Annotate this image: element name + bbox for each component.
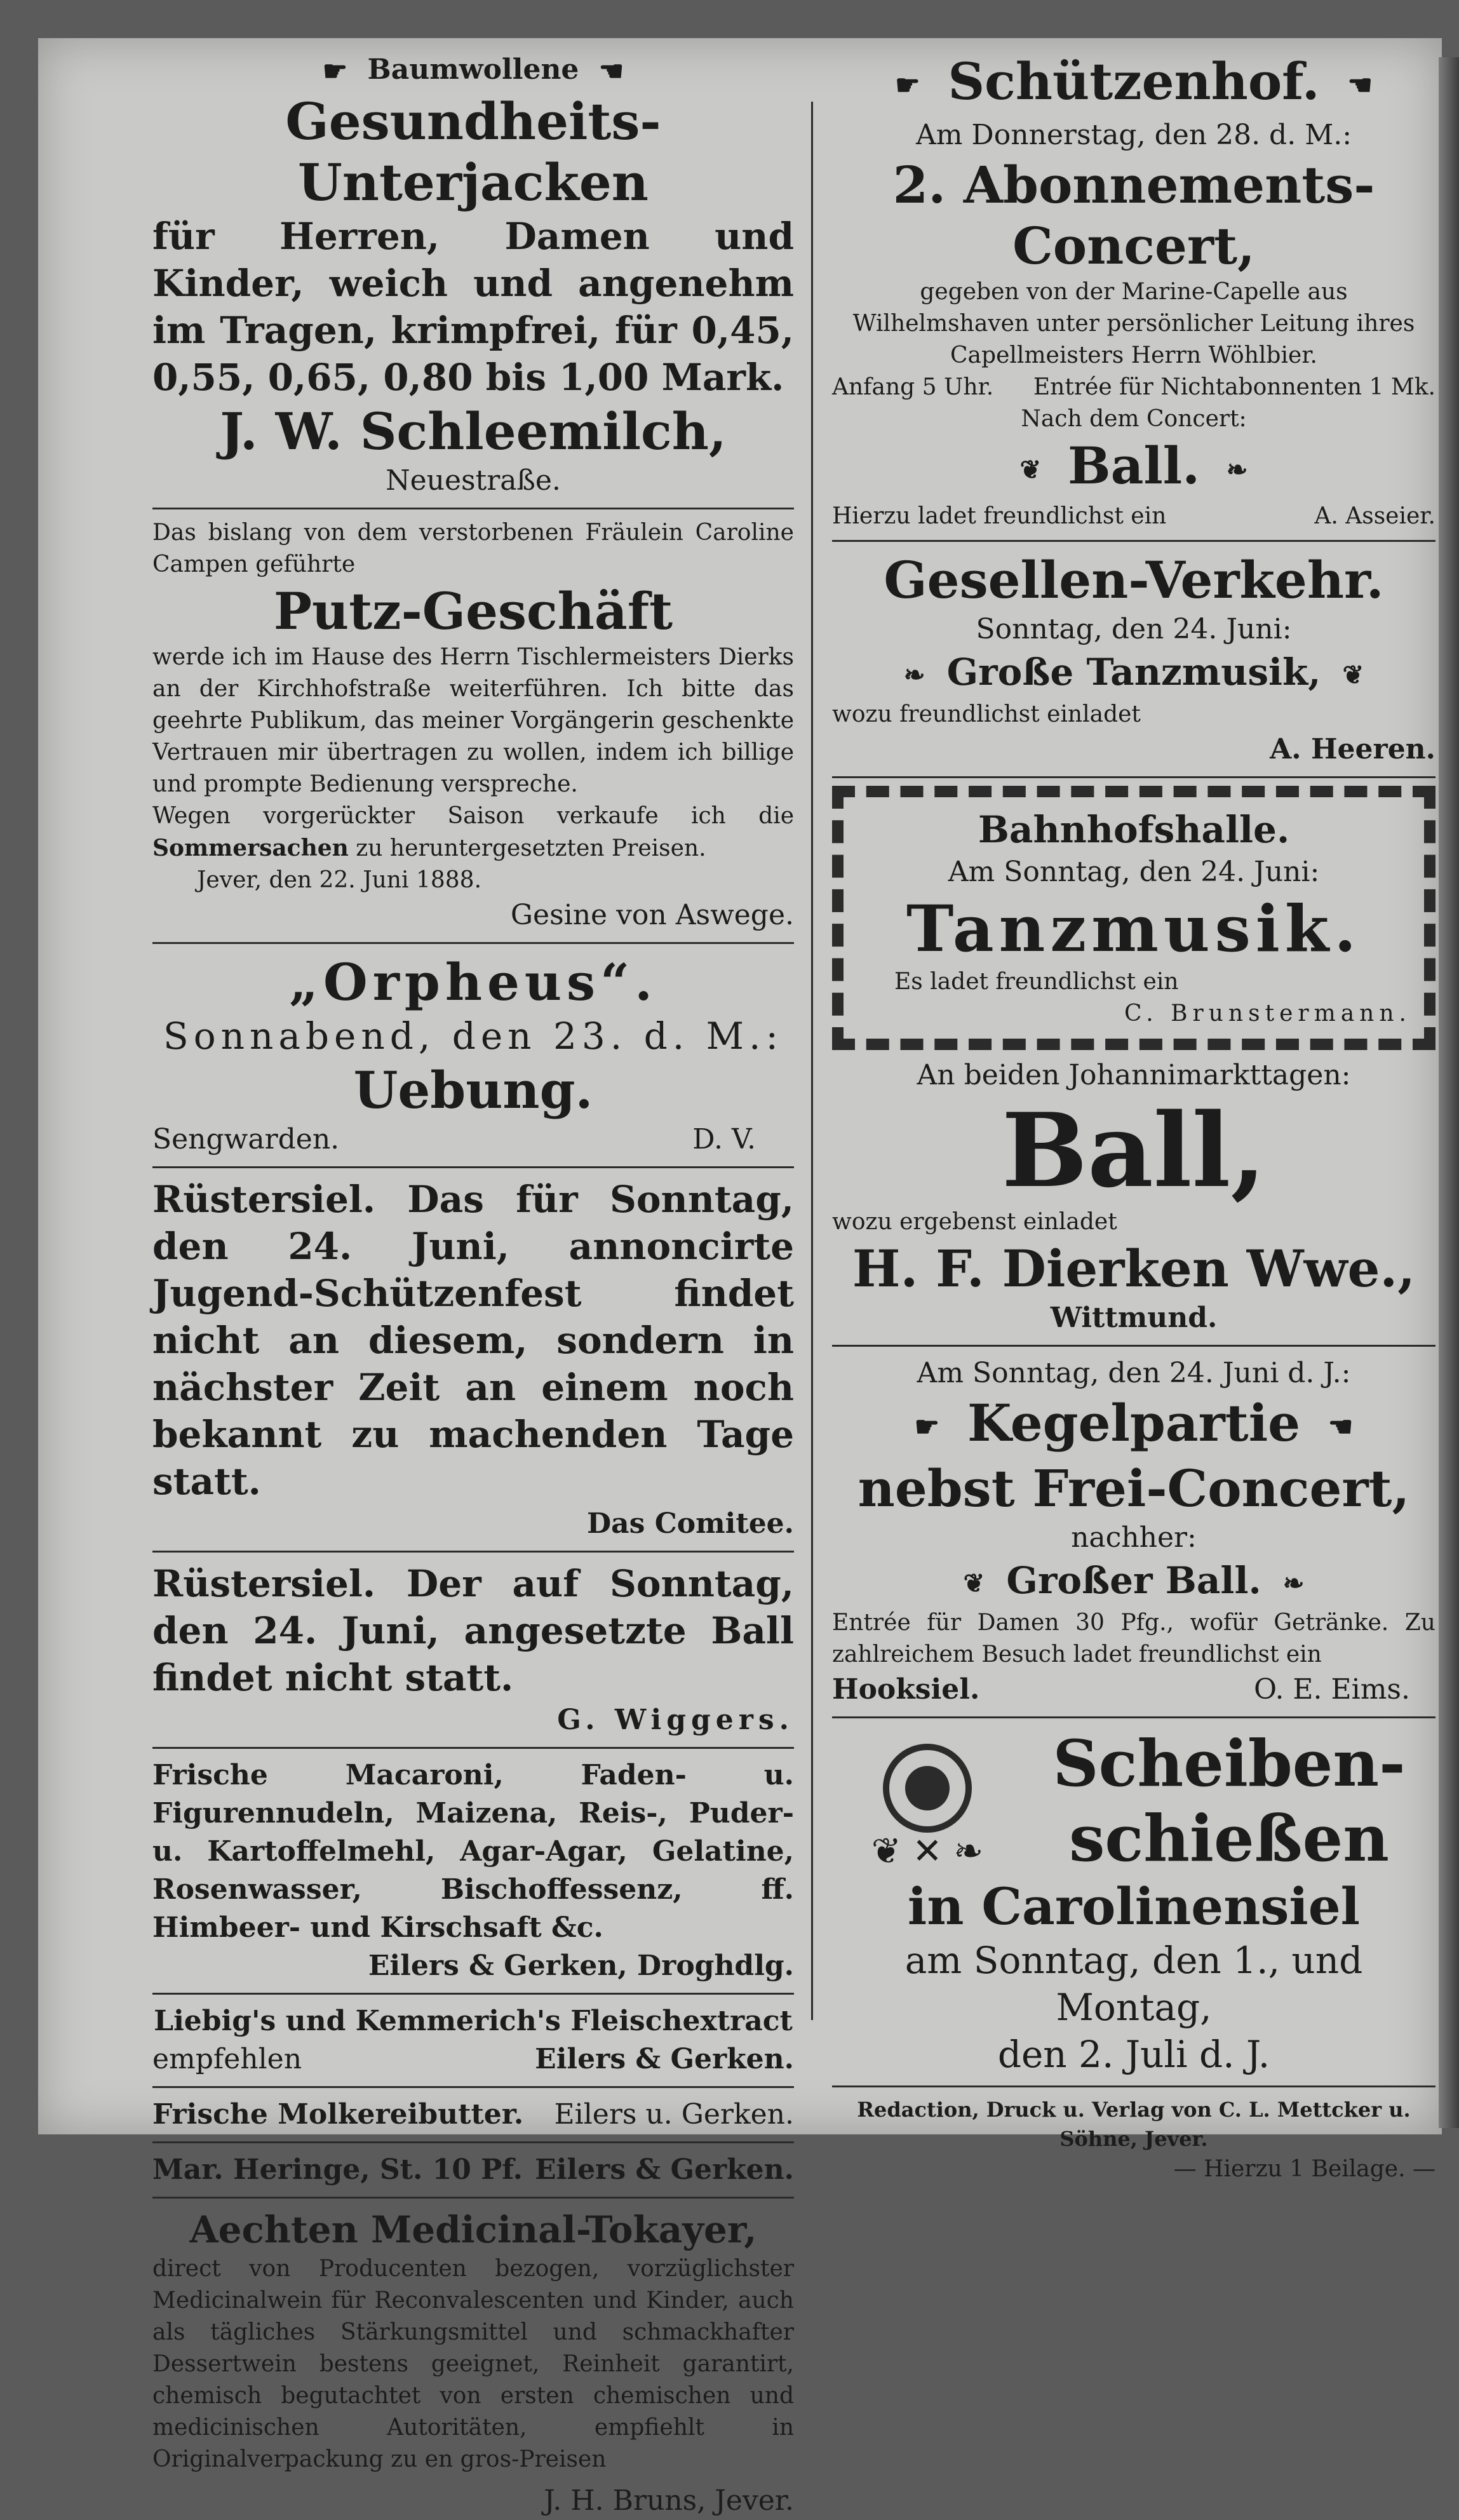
divider	[152, 2086, 794, 2088]
ad-date: An beiden Johannimarkttagen:	[917, 1059, 1351, 1092]
flourish-ornament-icon: ❦	[1019, 455, 1042, 485]
ad-sign: J. H. Bruns, Jever.	[544, 2484, 794, 2517]
divider	[832, 2085, 1435, 2087]
right-column	[832, 51, 1435, 2185]
ad-body: gegeben von der Marine-Capelle aus Wilhelmshaven unter persönlicher Leitung ihres Capellmeisters Herrn Wöhlbier.	[852, 279, 1415, 369]
ad-title-1: Scheiben-	[1052, 1726, 1406, 1802]
ad-sign: Eilers & Gerken, Droghdlg.	[368, 1949, 794, 1982]
ad-intro: Das bislang von dem verstorbenen Fräulein Caroline Campen geführte	[152, 519, 794, 577]
ad-sign: Eilers & Gerken.	[535, 2153, 794, 2186]
ad-signature: Gesine von Aswege.	[510, 898, 794, 931]
ad-invite: wozu freundlichst einladet	[832, 701, 1141, 728]
ad-date: Sonnabend, den 23. d. M.:	[163, 1014, 784, 1058]
divider	[152, 1993, 794, 1995]
ad-merchant-street: Neuestraße.	[386, 464, 561, 497]
divider	[152, 1747, 794, 1749]
ad-body: Liebig's und Kemmerich's Fleischextract	[154, 2004, 793, 2037]
ad-gesellen-verkehr	[832, 549, 1435, 769]
ad-invite: Es ladet freundlichst ein	[894, 969, 1179, 995]
laurel-ornament-icon: ❦	[1342, 660, 1364, 691]
ad-sign: G. Wiggers.	[557, 1703, 794, 1736]
ad-title-2: schießen	[1069, 1801, 1389, 1877]
ad-name: H. F. Dierken Wwe.,	[852, 1239, 1416, 1299]
shooting-target-icon	[883, 1744, 972, 1833]
ad-sign: C. Brunstermann.	[1124, 1001, 1411, 1027]
ad-fleischextract	[152, 2002, 794, 2079]
ad-putz-geschaeft	[152, 517, 794, 934]
ad-scheibenschiessen	[832, 1726, 1435, 2078]
ad-date: Sonntag, den 24. Juni:	[976, 613, 1292, 646]
ad-body-part: Wegen vorgerückter Saison verkaufe ich die	[152, 802, 794, 829]
ad-title: Gesundheits-Unterjacken	[285, 91, 661, 212]
ad-body: Frische Macaroni, Faden- u. Figurennudeln, Maizena, Reis-, Puder- u. Kartoffelmehl, Agar-Agar, Gelatine, Rosenwasser, Bischoffessenz, ff. Himbeer- und Kirschsaft &c.	[152, 1758, 794, 1944]
ad-event: Uebung.	[353, 1060, 593, 1120]
ad-sign: A. Heeren.	[1270, 733, 1435, 766]
ad-body: für Herren, Damen und Kinder, weich und angenehm im Tragen, krimpfrei, für 0,45, 0,55, 0,65, 0,80 bis 1,00 Mark.	[152, 214, 794, 399]
divider	[152, 2141, 794, 2143]
ad-unterjacken	[152, 51, 794, 500]
pointing-hand-right-icon: ☛	[895, 69, 920, 102]
divider	[152, 2197, 794, 2199]
ad-sign: D. V.	[692, 1122, 756, 1156]
divider	[152, 1551, 794, 1553]
pointing-hand-left-icon: ☚	[1328, 1411, 1354, 1444]
ad-left-text: Mar. Heringe, St. 10 Pf.	[152, 2153, 523, 2186]
ad-sign: O. E. Eims.	[1253, 1673, 1410, 1706]
pointing-hand-right-icon: ☛	[322, 55, 348, 88]
ad-bahnhofshalle-frame	[832, 786, 1435, 1050]
divider	[832, 1345, 1435, 1347]
ad-date-1: am Sonntag, den 1., und Montag,	[904, 1939, 1363, 2030]
target-emblem	[832, 1731, 1023, 1871]
ad-sign: A. Asseier.	[1314, 503, 1435, 530]
divider	[152, 1166, 794, 1168]
ad-title: Aechten Medicinal-Tokayer,	[189, 2207, 757, 2251]
ad-title: Schützenhof.	[948, 51, 1320, 111]
ad-sign: Eilers & Gerken.	[535, 2042, 794, 2075]
ad-place: Hooksiel.	[832, 1673, 980, 1706]
ad-date-2: den 2. Juli d. J.	[997, 2033, 1270, 2077]
ad-body: direct von Producenten bezogen, vorzüglichster Medicinalwein für Reconvalescenten und Kinder, auch als tägliches Stärkungsmittel und schmackhafter Dessertwein bestens geeignet, Reinheit garantirt, chemisch begutachtet von ersten chemischen und medicinischen Autoritäten, empfiehlt in Originalverpackung zu en gros-Preisen	[152, 2255, 794, 2472]
ad-entry: Entrée für Nichtabonnenten 1 Mk.	[1033, 374, 1435, 401]
ad-sign: Das Comitee.	[586, 1507, 794, 1540]
ad-event: Große Tanzmusik,	[946, 650, 1321, 694]
ad-event: Tanzmusik.	[906, 891, 1362, 967]
divider	[152, 942, 794, 944]
ad-ball: Großer Ball.	[1006, 1559, 1261, 1603]
ad-place: Wittmund.	[1050, 1302, 1218, 1335]
ad-body-emphasis: Sommersachen	[152, 834, 349, 861]
imprint	[832, 2095, 1435, 2185]
flourish-ornament-icon: ❧	[1282, 1568, 1305, 1599]
ad-heringe	[152, 2151, 794, 2189]
pointing-hand-right-icon: ☛	[914, 1411, 940, 1444]
ad-date: Am Sonntag, den 24. Juni:	[948, 856, 1320, 889]
ad-after: Nach dem Concert:	[1021, 406, 1247, 433]
ad-event: Ball,	[1001, 1091, 1267, 1211]
ad-title: „Orpheus“.	[289, 952, 657, 1012]
ad-merchant-name: J. W. Schleemilch,	[220, 401, 727, 461]
ad-event: 2. Abonnements-Concert,	[892, 155, 1375, 276]
divider	[832, 776, 1435, 778]
ad-date: Am Donnerstag, den 28. d. M.:	[915, 119, 1352, 152]
laurel-ornament-icon: ❧	[903, 660, 925, 691]
ad-date: Am Sonntag, den 24. Juni d. J.:	[917, 1357, 1351, 1390]
flourish-ornament-icon: ❦	[963, 1568, 985, 1599]
divider	[832, 1716, 1435, 1718]
ad-invite: wozu ergebenst einladet	[832, 1209, 1117, 1236]
divider	[152, 508, 794, 509]
ad-event-2: nebst Frei-Concert,	[857, 1459, 1410, 1519]
column-divider	[811, 102, 813, 2020]
ad-kegelpartie	[832, 1354, 1435, 1709]
divider	[832, 540, 1435, 542]
ad-body: werde ich im Hause des Herrn Tischlermeisters Dierks an der Kirchhofstraße weiterführen. Ich bitte das geehrte Publikum, das meiner Vorgängerin geschenkte Vertrauen mir übertragen zu wollen, indem ich billige und prompte Bedienung verspreche.	[152, 643, 794, 797]
ad-ruestersiel-fest	[152, 1176, 794, 1543]
ad-molkereibutter	[152, 2096, 794, 2134]
ad-sign: Eilers u. Gerken.	[554, 2098, 794, 2131]
ad-schuetzenhof	[832, 51, 1435, 532]
ad-event-1: Kegelpartie	[967, 1393, 1301, 1453]
ad-orpheus	[152, 952, 794, 1159]
ad-invite: Hierzu ladet freundlichst ein	[832, 503, 1167, 530]
ad-title: Bahnhofshalle.	[978, 808, 1290, 852]
ad-dierken	[832, 1056, 1435, 1337]
flourish-ornament-icon: ❧	[1226, 455, 1248, 485]
ad-start: Anfang 5 Uhr.	[832, 374, 994, 401]
imprint-supplement: — Hierzu 1 Beilage. —	[1173, 2156, 1435, 2183]
ad-place: Sengwarden.	[152, 1122, 340, 1156]
ad-eilers-groceries	[152, 1756, 794, 1985]
laurel-wreath-icon: ❦ ✕ ❧	[871, 1831, 984, 1873]
page-binding-edge	[1439, 57, 1459, 2128]
ad-ball: Ball.	[1067, 436, 1200, 496]
ad-after: nachher:	[1071, 1521, 1197, 1554]
ad-body: Rüstersiel. Der auf Sonntag, den 24. Juni, angesetzte Ball findet nicht statt.	[152, 1561, 794, 1699]
ad-body: Entrée für Damen 30 Pfg., wofür Getränke. Zu zahlreichem Besuch ladet freundlichst ein	[832, 1610, 1435, 1668]
left-column	[152, 51, 794, 2520]
ad-title: Putz-Geschäft	[273, 581, 673, 641]
pointing-hand-left-icon: ☚	[1347, 69, 1373, 102]
ad-body-part: zu heruntergesetzten Preisen.	[356, 835, 706, 861]
ad-dateline: Jever, den 22. Juni 1888.	[197, 866, 482, 893]
ad-left-text: empfehlen	[152, 2042, 302, 2075]
pointing-hand-left-icon: ☚	[598, 55, 624, 88]
ad-kicker: Baumwollene	[367, 53, 579, 86]
ad-ruestersiel-ball	[152, 1560, 794, 1739]
imprint-text: Redaction, Druck u. Verlag von C. L. Mettcker u. Söhne, Jever.	[857, 2098, 1411, 2152]
ad-tokayer	[152, 2206, 794, 2520]
ad-title: Gesellen-Verkehr.	[884, 550, 1384, 610]
ad-title-3: in Carolinensiel	[907, 1877, 1361, 1937]
ad-body: Rüstersiel. Das für Sonntag, den 24. Juni, annoncirte Jugend-Schützenfest findet nicht an diesem, sondern in nächster Zeit an einem noch bekannt zu machenden Tage statt.	[152, 1177, 794, 1503]
ad-left-text: Frische Molkereibutter.	[152, 2098, 524, 2131]
